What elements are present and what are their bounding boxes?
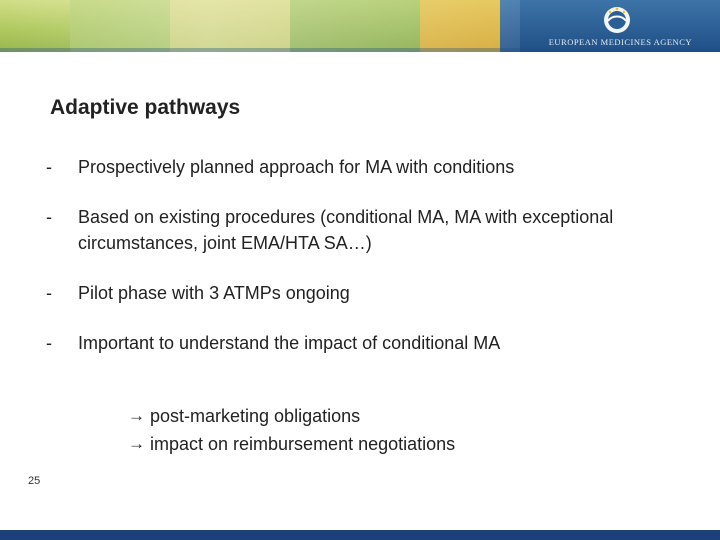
agency-name: EUROPEAN MEDICINES AGENCY (548, 37, 692, 47)
bullet-text: Prospectively planned approach for MA with conditions (78, 157, 515, 177)
bullet-text: Based on existing procedures (conditional MA, MA with exceptional circumstances, joint EMA/HTA SA…) (78, 207, 614, 253)
footer-bar (0, 530, 720, 540)
sub-item (128, 430, 455, 458)
arrow-right-icon: → (128, 434, 145, 453)
sub-item (128, 402, 455, 430)
bullet-dash: - (46, 157, 52, 177)
bullet-dash: - (46, 283, 52, 303)
sub-item-text: post-marketing obligations (150, 406, 361, 426)
ema-globe-logo-icon (602, 5, 632, 35)
bullet-item (46, 204, 666, 256)
banner-shine (0, 0, 520, 52)
banner-divider (0, 48, 720, 52)
bullet-item (46, 280, 666, 306)
slide-title: Adaptive pathways (50, 96, 241, 119)
bullet-dash: - (46, 333, 52, 353)
sub-list (128, 402, 455, 458)
bullet-item (46, 154, 666, 180)
bullet-text: Important to understand the impact of conditional MA (78, 333, 501, 353)
bullet-dash: - (46, 207, 52, 227)
bullet-item (46, 330, 666, 356)
arrow-right-icon: → (128, 406, 145, 425)
sub-item-text: impact on reimbursement negotiations (150, 434, 456, 454)
header-banner (0, 0, 720, 52)
bullet-list (46, 154, 666, 380)
page-number: 25 (28, 475, 41, 487)
bullet-text: Pilot phase with 3 ATMPs ongoing (78, 283, 350, 303)
